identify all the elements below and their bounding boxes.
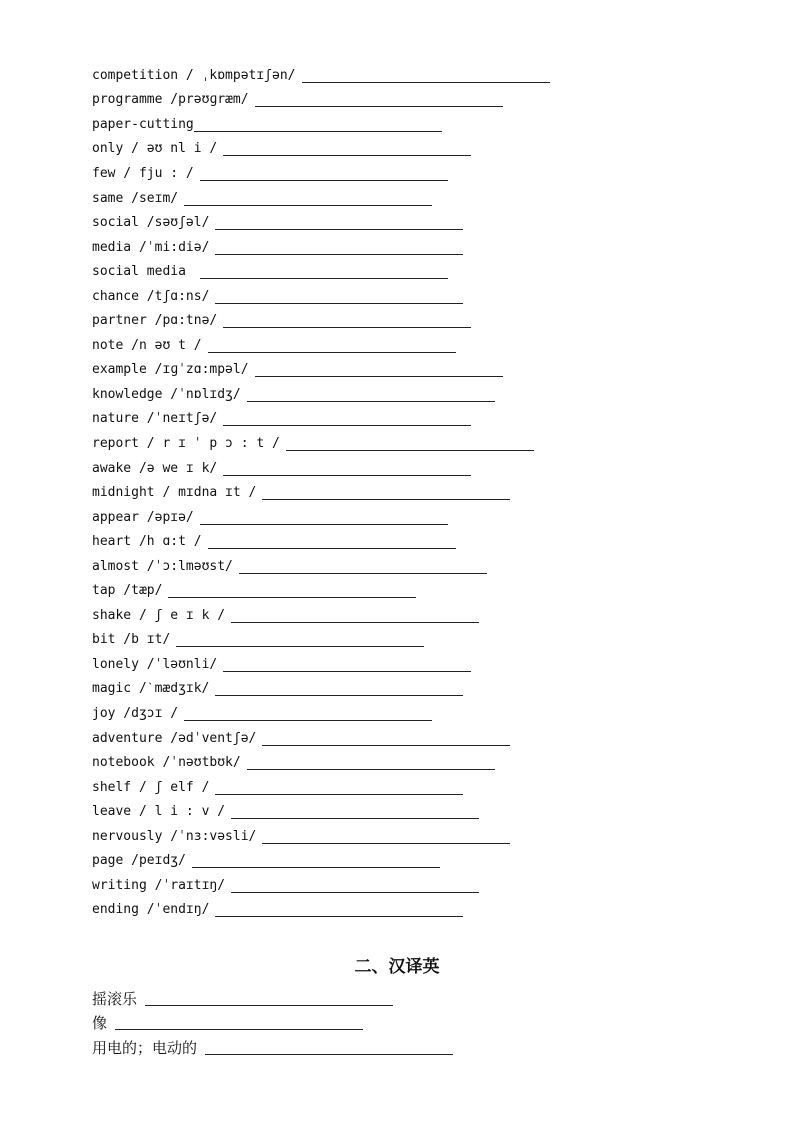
vocab-term: magic /ˋmædʒɪk/ [92, 681, 210, 697]
vocab-row [92, 554, 712, 579]
vocab-row [92, 284, 712, 309]
answer-blank[interactable] [223, 657, 471, 672]
vocab-term: almost /ˈɔ:lməʊst/ [92, 558, 233, 574]
vocab-term: social /səʊʃəl/ [92, 215, 210, 231]
answer-blank[interactable] [231, 878, 479, 893]
vocab-term: media /ˈmi:diə/ [92, 239, 210, 255]
vocab-term: page /peɪdʒ/ [92, 853, 186, 869]
vocab-term: shelf / ʃ elf / [92, 779, 210, 795]
vocab-row [92, 210, 712, 235]
answer-blank[interactable] [223, 411, 471, 426]
vocab-term: joy /dʒɔɪ / [92, 705, 179, 721]
answer-blank[interactable] [223, 313, 471, 328]
vocabulary-list [92, 63, 712, 922]
answer-blank[interactable] [200, 264, 448, 279]
answer-blank[interactable] [215, 780, 463, 795]
answer-blank[interactable] [176, 632, 424, 647]
vocab-term: leave / l i : v / [92, 804, 226, 820]
translation-row [92, 1035, 712, 1060]
vocab-term: midnight / mɪdna ɪt / [92, 485, 257, 501]
vocab-row [92, 873, 712, 898]
answer-blank[interactable] [223, 461, 471, 476]
vocab-term: note /n əʊ t / [92, 337, 202, 353]
answer-blank[interactable] [194, 117, 442, 132]
answer-blank[interactable] [262, 829, 510, 844]
vocab-term: lonely /ˈləʊnli/ [92, 656, 218, 672]
vocab-term: appear /əpɪə/ [92, 509, 194, 525]
vocab-row [92, 726, 712, 751]
vocab-row [92, 431, 712, 456]
answer-blank[interactable] [215, 289, 463, 304]
answer-blank[interactable] [215, 215, 463, 230]
answer-blank[interactable] [223, 141, 471, 156]
translation-list [92, 986, 712, 1060]
vocab-row [92, 505, 712, 530]
vocab-row [92, 799, 712, 824]
vocab-row [92, 628, 712, 653]
answer-blank[interactable] [184, 706, 432, 721]
vocab-row [92, 849, 712, 874]
translation-row [92, 1011, 712, 1036]
vocab-row [92, 259, 712, 284]
answer-blank[interactable] [231, 804, 479, 819]
vocab-row [92, 898, 712, 923]
vocab-term: notebook /ˈnəʊtbʊk/ [92, 755, 241, 771]
vocab-term: competition / ˌkɒmpətɪʃən/ [92, 67, 296, 83]
answer-blank[interactable] [200, 166, 448, 181]
answer-blank[interactable] [239, 559, 487, 574]
vocab-row [92, 333, 712, 358]
answer-blank[interactable] [184, 191, 432, 206]
answer-blank[interactable] [262, 731, 510, 746]
vocab-term: knowledge /ˈnɒlɪdʒ/ [92, 386, 241, 402]
vocab-term: awake /ə we ɪ k/ [92, 460, 218, 476]
vocab-term: heart /h ɑ:t / [92, 534, 202, 550]
answer-blank[interactable] [208, 534, 456, 549]
vocab-row [92, 677, 712, 702]
vocab-row [92, 701, 712, 726]
vocab-row [92, 308, 712, 333]
answer-blank[interactable] [302, 68, 550, 83]
vocab-term: example /ɪɡˈzɑ:mpəl/ [92, 362, 249, 378]
vocab-term: writing /ˈraɪtɪŋ/ [92, 877, 226, 893]
vocab-row [92, 824, 712, 849]
answer-blank[interactable] [205, 1040, 453, 1055]
vocab-term: ending /ˈendɪŋ/ [92, 902, 210, 918]
vocab-term: only / əʊ nl i / [92, 141, 218, 157]
answer-blank[interactable] [168, 583, 416, 598]
answer-blank[interactable] [192, 853, 440, 868]
vocab-term: same /seɪm/ [92, 190, 179, 206]
vocab-term: paper-cutting [92, 116, 194, 132]
section-heading: 二、汉译英 [354, 957, 440, 977]
answer-blank[interactable] [255, 92, 503, 107]
vocab-term: programme /prəʊɡræm/ [92, 92, 249, 108]
vocab-row [92, 480, 712, 505]
vocab-term: chance /tʃɑ:ns/ [92, 288, 210, 304]
answer-blank[interactable] [247, 755, 495, 770]
answer-blank[interactable] [255, 362, 503, 377]
answer-blank[interactable] [208, 338, 456, 353]
answer-blank[interactable] [247, 387, 495, 402]
vocab-row [92, 603, 712, 628]
vocab-row [92, 112, 712, 137]
vocab-term: social media [92, 264, 186, 280]
vocab-row [92, 775, 712, 800]
answer-blank[interactable] [200, 510, 448, 525]
vocab-row [92, 578, 712, 603]
vocab-term: adventure /ədˈventʃə/ [92, 730, 257, 746]
vocab-row [92, 137, 712, 162]
answer-blank[interactable] [215, 681, 463, 696]
chinese-term: 摇滚乐 [92, 989, 138, 1008]
answer-blank[interactable] [231, 608, 479, 623]
vocab-row [92, 161, 712, 186]
vocab-row [92, 88, 712, 113]
vocab-row [92, 529, 712, 554]
vocab-row [92, 186, 712, 211]
answer-blank[interactable] [145, 991, 393, 1006]
answer-blank[interactable] [262, 485, 510, 500]
chinese-term: 用电的；电动的 [92, 1038, 198, 1057]
vocab-term: partner /pɑ:tnə/ [92, 313, 218, 329]
answer-blank[interactable] [215, 240, 463, 255]
vocab-term: bit /b ɪt/ [92, 632, 171, 648]
vocab-row [92, 358, 712, 383]
answer-blank[interactable] [215, 902, 463, 917]
vocab-row [92, 382, 712, 407]
vocab-term: shake / ʃ e ɪ k / [92, 607, 226, 623]
vocab-term: report / r ɪ ˈ p ɔ : t / [92, 435, 280, 451]
vocab-row [92, 235, 712, 260]
vocab-term: nervously /ˈnɜ:vəsli/ [92, 828, 257, 844]
vocab-row [92, 652, 712, 677]
vocab-term: tap /tæp/ [92, 583, 163, 599]
vocab-term: few / fju : / [92, 165, 194, 181]
vocab-row [92, 63, 712, 88]
chinese-term: 像 [92, 1014, 108, 1033]
vocab-row [92, 456, 712, 481]
vocab-row [92, 407, 712, 432]
answer-blank[interactable] [115, 1015, 363, 1030]
vocab-row [92, 750, 712, 775]
answer-blank[interactable] [286, 436, 534, 451]
translation-row [92, 986, 712, 1011]
vocab-term: nature /ˈneɪtʃə/ [92, 411, 218, 427]
